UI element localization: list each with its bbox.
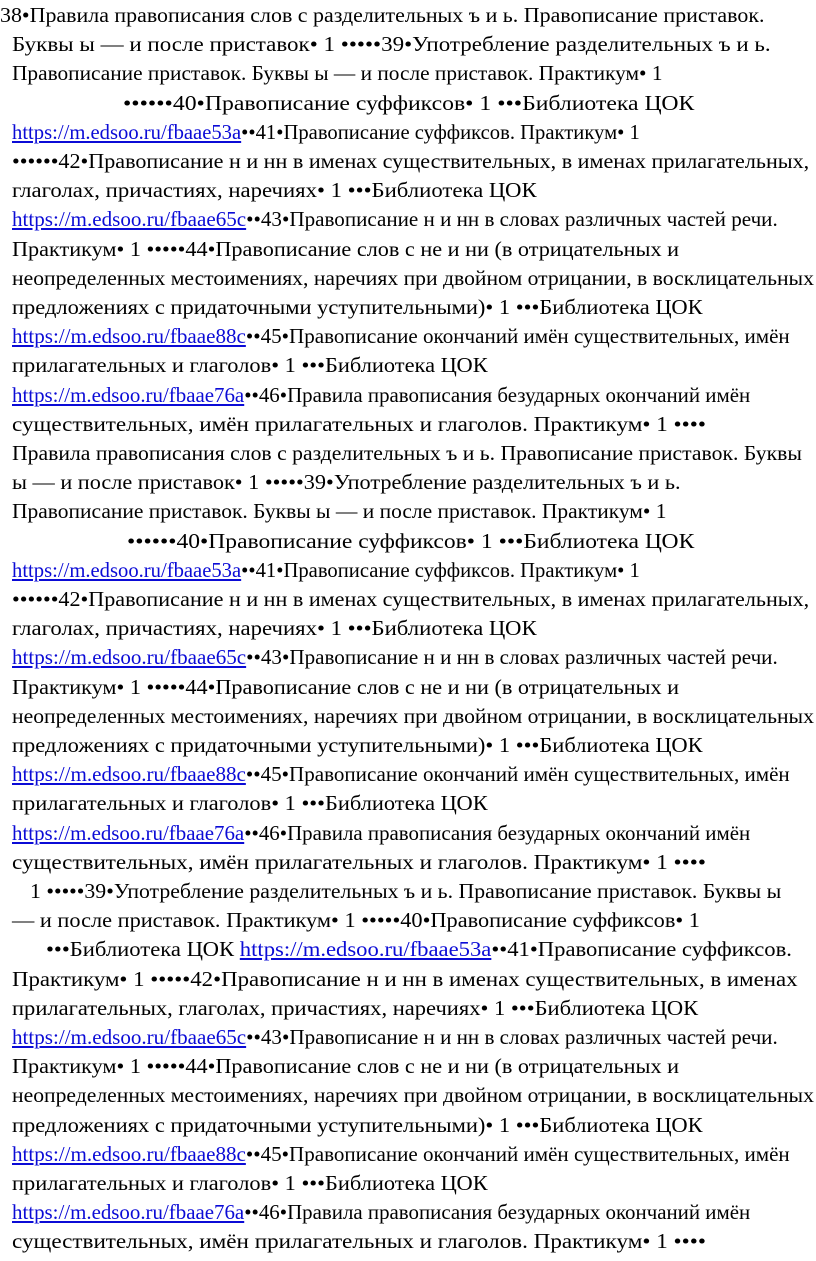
paragraph-text: Правописание приставок. Буквы ы — и после приставок. Практикум• 1	[12, 61, 663, 86]
text-line	[12, 382, 751, 407]
text-line	[12, 735, 703, 756]
resource-link[interactable]: https://m.edsoo.ru/fbaae88c	[12, 1141, 246, 1166]
paragraph-text: ••41•Правописание суффиксов. Практикум• 1	[241, 557, 640, 582]
text-line	[12, 180, 537, 201]
paragraph-text: ••43•Правописание н и нн в словах различных частей речи.	[246, 645, 778, 670]
paragraph-text: неопределенных местоимениях, наречиях при двойном отрицании, в восклицательных	[12, 703, 814, 728]
paragraph-text: ••••••40•Правописание суффиксов• 1 •••Библиотека ЦОК	[123, 90, 695, 115]
text-line	[12, 1027, 778, 1048]
paragraph-text: существительных, имён прилагательных и глаголов. Практикум• 1 ••••	[12, 1229, 706, 1254]
text-line	[12, 1085, 814, 1106]
paragraph-text: ••••••42•Правописание н и нн в именах существительных, в именах прилагательных,	[12, 587, 810, 611]
paragraph-text: Практикум• 1 •••••44•Правописание слов с не и ни (в отрицательных и	[12, 1054, 680, 1079]
text-line	[12, 1202, 750, 1223]
paragraph-text: 1 •••••39•Употребление разделительных ъ и ь. Правописание приставок. Буквы ы	[30, 879, 782, 903]
resource-link[interactable]: https://m.edsoo.ru/fbaae76a	[12, 1200, 245, 1225]
resource-link[interactable]: https://m.edsoo.ru/fbaae65c	[12, 1025, 247, 1049]
text-line	[12, 119, 640, 144]
resource-link[interactable]: https://m.edsoo.ru/fbaae76a	[12, 820, 245, 845]
text-line	[12, 472, 681, 493]
paragraph-text: предложениях с придаточными уступительными)• 1 •••Библиотека ЦОК	[12, 1112, 703, 1137]
paragraph-text: неопределенных местоимениях, наречиях при двойном отрицании, в восклицательных	[12, 1083, 814, 1108]
text-line	[12, 151, 809, 172]
text-line	[12, 703, 814, 728]
text-line	[30, 881, 781, 902]
text-line	[12, 1056, 679, 1077]
paragraph-text: ••••••40•Правописание суффиксов• 1 •••Библиотека ЦОК	[127, 528, 695, 553]
text-line	[12, 966, 798, 991]
text-line	[12, 618, 537, 639]
paragraph-text: 38•Правила правописания слов с разделительных ъ и ь. Правописание приставок.	[0, 3, 765, 27]
text-line	[12, 764, 790, 785]
paragraph-text: ы — и после приставок• 1 •••••39•Употребление разделительных ъ и ь.	[12, 470, 681, 495]
text-line	[12, 34, 771, 55]
text-line	[0, 5, 764, 26]
text-line	[12, 63, 663, 84]
paragraph-text: Правописание приставок. Буквы ы — и после приставок. Практикум• 1	[12, 499, 667, 524]
text-line	[12, 910, 700, 931]
text-line	[12, 1112, 703, 1137]
paragraph-text: — и после приставок. Практикум• 1 •••••40•Правописание суффиксов• 1	[12, 908, 700, 933]
text-line	[12, 589, 809, 610]
resource-link[interactable]: https://m.edsoo.ru/fbaae76a	[12, 382, 245, 407]
resource-link[interactable]: https://m.edsoo.ru/fbaae88c	[12, 324, 246, 349]
paragraph-text: существительных, имён прилагательных и глаголов. Практикум• 1 ••••	[12, 849, 706, 874]
paragraph-text: ••41•Правописание суффиксов.	[491, 937, 792, 962]
paragraph-text: Практикум• 1 •••••44•Правописание слов с не и ни (в отрицательных и	[12, 674, 680, 699]
resource-link[interactable]: https://m.edsoo.ru/fbaae65c	[12, 207, 247, 232]
text-line	[12, 501, 667, 522]
text-line	[12, 236, 680, 261]
paragraph-text: •••Библиотека ЦОК	[46, 937, 240, 962]
text-line	[12, 297, 703, 318]
resource-link[interactable]: https://m.edsoo.ru/fbaae65c	[12, 645, 247, 670]
paragraph-text: глаголах, причастиях, наречиях• 1 •••Библиотека ЦОК	[12, 616, 537, 641]
paragraph-text: предложениях с придаточными уступительными)• 1 •••Библиотека ЦОК	[12, 295, 703, 319]
resource-link[interactable]: https://m.edsoo.ru/fbaae53a	[12, 557, 242, 582]
paragraph-text: предложениях с придаточными уступительными)• 1 •••Библиотека ЦОК	[12, 733, 703, 757]
paragraph-text: Практикум• 1 •••••44•Правописание слов с не и ни (в отрицательных и	[12, 236, 680, 261]
text-line	[12, 326, 790, 347]
text-line	[12, 355, 488, 376]
paragraph-text: ••43•Правописание н и нн в словах различных частей речи.	[246, 1025, 778, 1049]
paragraph-text: прилагательных и глаголов• 1 •••Библиотека ЦОК	[12, 353, 488, 378]
paragraph-text: ••46•Правила правописания безударных окончаний имён	[244, 382, 751, 407]
paragraph-text: ••46•Правила правописания безударных окончаний имён	[244, 820, 751, 845]
text-line	[12, 265, 814, 290]
paragraph-text: неопределенных местоимениях, наречиях при двойном отрицании, в восклицательных	[12, 265, 814, 290]
paragraph-text: ••41•Правописание суффиксов. Практикум• 1	[241, 119, 640, 144]
text-line	[123, 90, 695, 115]
text-line	[46, 939, 792, 960]
text-line	[12, 647, 778, 668]
resource-link[interactable]: https://m.edsoo.ru/fbaae53a	[239, 937, 492, 962]
text-line	[12, 793, 488, 814]
paragraph-text: ••45•Правописание окончаний имён существительных, имён	[245, 324, 790, 349]
text-line	[12, 557, 640, 582]
text-line	[12, 1231, 706, 1252]
text-line	[12, 209, 778, 230]
text-line	[12, 1141, 790, 1166]
text-line	[12, 443, 802, 464]
paragraph-text: Правила правописания слов с разделительных ъ и ь. Правописание приставок. Буквы	[12, 441, 802, 465]
text-line	[12, 820, 751, 845]
paragraph-text: ••••••42•Правописание н и нн в именах существительных, в именах прилагательных,	[12, 149, 810, 173]
text-line	[12, 1173, 488, 1194]
text-line	[12, 674, 680, 699]
text-line	[12, 995, 699, 1020]
paragraph-text: ••46•Правила правописания безударных окончаний имён	[244, 1200, 751, 1225]
resource-link[interactable]: https://m.edsoo.ru/fbaae53a	[12, 119, 242, 144]
paragraph-text: ••45•Правописание окончаний имён существительных, имён	[245, 762, 790, 787]
paragraph-text: Практикум• 1 •••••42•Правописание н и нн в именах существительных, в именах	[12, 966, 798, 991]
text-line	[127, 528, 695, 553]
paragraph-text: прилагательных и глаголов• 1 •••Библиотека ЦОК	[12, 1171, 488, 1195]
paragraph-text: глаголах, причастиях, наречиях• 1 •••Библиотека ЦОК	[12, 178, 537, 203]
paragraph-text: существительных, имён прилагательных и глаголов. Практикум• 1 ••••	[12, 411, 706, 436]
resource-link[interactable]: https://m.edsoo.ru/fbaae88c	[12, 762, 246, 787]
text-line	[12, 849, 706, 874]
paragraph-text: прилагательных и глаголов• 1 •••Библиотека ЦОК	[12, 791, 488, 816]
paragraph-text: прилагательных, глаголах, причастиях, наречиях• 1 •••Библиотека ЦОК	[12, 995, 699, 1020]
text-line	[12, 411, 706, 436]
paragraph-text: Буквы ы — и после приставок• 1 •••••39•Употребление разделительных ъ и ь.	[12, 32, 771, 57]
paragraph-text: ••45•Правописание окончаний имён существительных, имён	[245, 1141, 790, 1166]
paragraph-text: ••43•Правописание н и нн в словах различных частей речи.	[246, 207, 778, 232]
